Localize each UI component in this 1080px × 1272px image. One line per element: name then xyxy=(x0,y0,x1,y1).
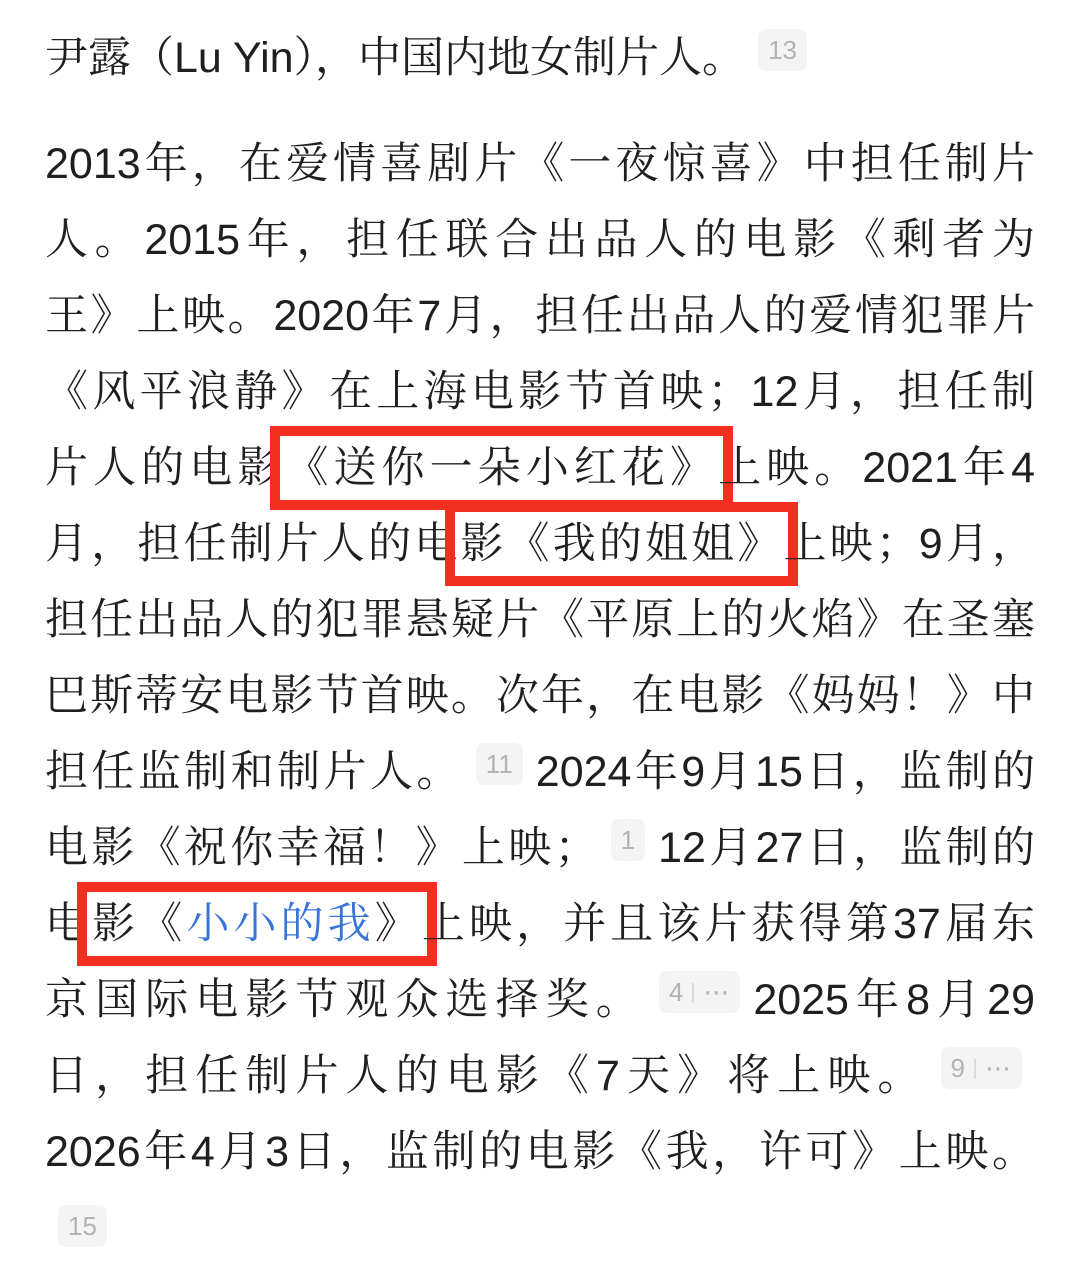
badge-divider xyxy=(692,983,694,1003)
text-line xyxy=(45,354,1035,430)
annotation-box xyxy=(77,882,437,966)
career-paragraph xyxy=(45,126,1035,1190)
text-line xyxy=(45,430,1035,506)
citation-number: 1 xyxy=(620,825,636,855)
annotation-box xyxy=(270,426,733,510)
text-run: 电影《祝你幸福！》上映； xyxy=(45,824,598,872)
text-run: 尹露（Lu Yin），中国内地女制片人。 xyxy=(45,34,746,82)
movie-link[interactable]: 小小的我 xyxy=(186,900,375,948)
text-line xyxy=(45,506,1035,582)
citation-badge[interactable] xyxy=(476,743,523,785)
text-line xyxy=(45,202,1035,278)
citation-number: 13 xyxy=(768,35,797,65)
citation-number: 9 xyxy=(950,1053,965,1083)
text-run: 上映；9月， xyxy=(783,520,1035,568)
text-run: 2026年4月3日，监制的电影《我，许可》上映。 xyxy=(45,1128,1035,1176)
text-line xyxy=(45,582,1035,658)
text-run: 《送你一朵小红花》 xyxy=(285,444,719,492)
text-line xyxy=(45,886,1035,962)
text-run: 2025年8月29 xyxy=(753,976,1035,1024)
text-run: 影《 xyxy=(92,900,187,948)
text-run: 巴斯蒂安电影节首映。次年，在电影《妈妈！》中 xyxy=(45,672,1035,720)
text-line xyxy=(45,810,1035,886)
text-line xyxy=(45,1114,1035,1190)
text-line xyxy=(45,126,1035,202)
citation-number: 11 xyxy=(485,749,513,779)
citation-badge[interactable] xyxy=(941,1047,1022,1089)
trailing-reference xyxy=(45,1196,1035,1272)
text-run: 片人的电影 xyxy=(45,444,286,492)
text-run: 王》上映。2020年7月，担任出品人的爱情犯罪片 xyxy=(45,292,1035,340)
citation-number: 4 xyxy=(668,977,684,1007)
text-run: 》 xyxy=(374,900,422,948)
citation-badge[interactable] xyxy=(758,29,807,71)
text-run: 京国际电影节观众选择奖。 xyxy=(45,976,646,1024)
intro-paragraph xyxy=(45,20,1035,96)
citation-badge[interactable] xyxy=(659,971,740,1013)
text-run: 《风平浪静》在上海电影节首映；12月，担任制 xyxy=(45,368,1035,416)
text-run: 上映。2021年4 xyxy=(718,444,1036,492)
text-line xyxy=(45,658,1035,734)
text-line xyxy=(45,20,1035,96)
text-line xyxy=(45,278,1035,354)
citation-number: 15 xyxy=(68,1211,97,1241)
annotation-box xyxy=(445,502,798,586)
text-line xyxy=(45,1196,1035,1272)
text-line xyxy=(45,962,1035,1038)
text-run: 2013年，在爱情喜剧片《一夜惊喜》中担任制片 xyxy=(45,140,1035,188)
text-run: 12月27日，监制的 xyxy=(658,824,1035,872)
citation-badge[interactable] xyxy=(611,819,645,861)
citation-badge[interactable] xyxy=(58,1205,107,1247)
more-citations-icon[interactable]: ⋯ xyxy=(985,1053,1012,1083)
more-citations-icon[interactable]: ⋯ xyxy=(703,977,731,1007)
text-run: 月，担任制片人的电 xyxy=(45,520,461,568)
text-run: 上映，并且该片获得第37届东 xyxy=(421,900,1035,948)
text-run: 影《我的姐姐》 xyxy=(460,520,784,568)
text-run: 担任监制和制片人。 xyxy=(45,748,463,796)
text-line xyxy=(45,1038,1035,1114)
text-run: 担任出品人的犯罪悬疑片《平原上的火焰》在圣塞 xyxy=(45,596,1035,644)
text-run: 人。2015年，担任联合出品人的电影《剩者为 xyxy=(45,216,1035,264)
badge-divider xyxy=(974,1059,976,1079)
text-run: 日，担任制片人的电影《7天》将上映。 xyxy=(45,1052,928,1100)
text-run: 2024年9月15日，监制的 xyxy=(535,748,1035,796)
text-run: 电 xyxy=(45,900,93,948)
text-line xyxy=(45,734,1035,810)
